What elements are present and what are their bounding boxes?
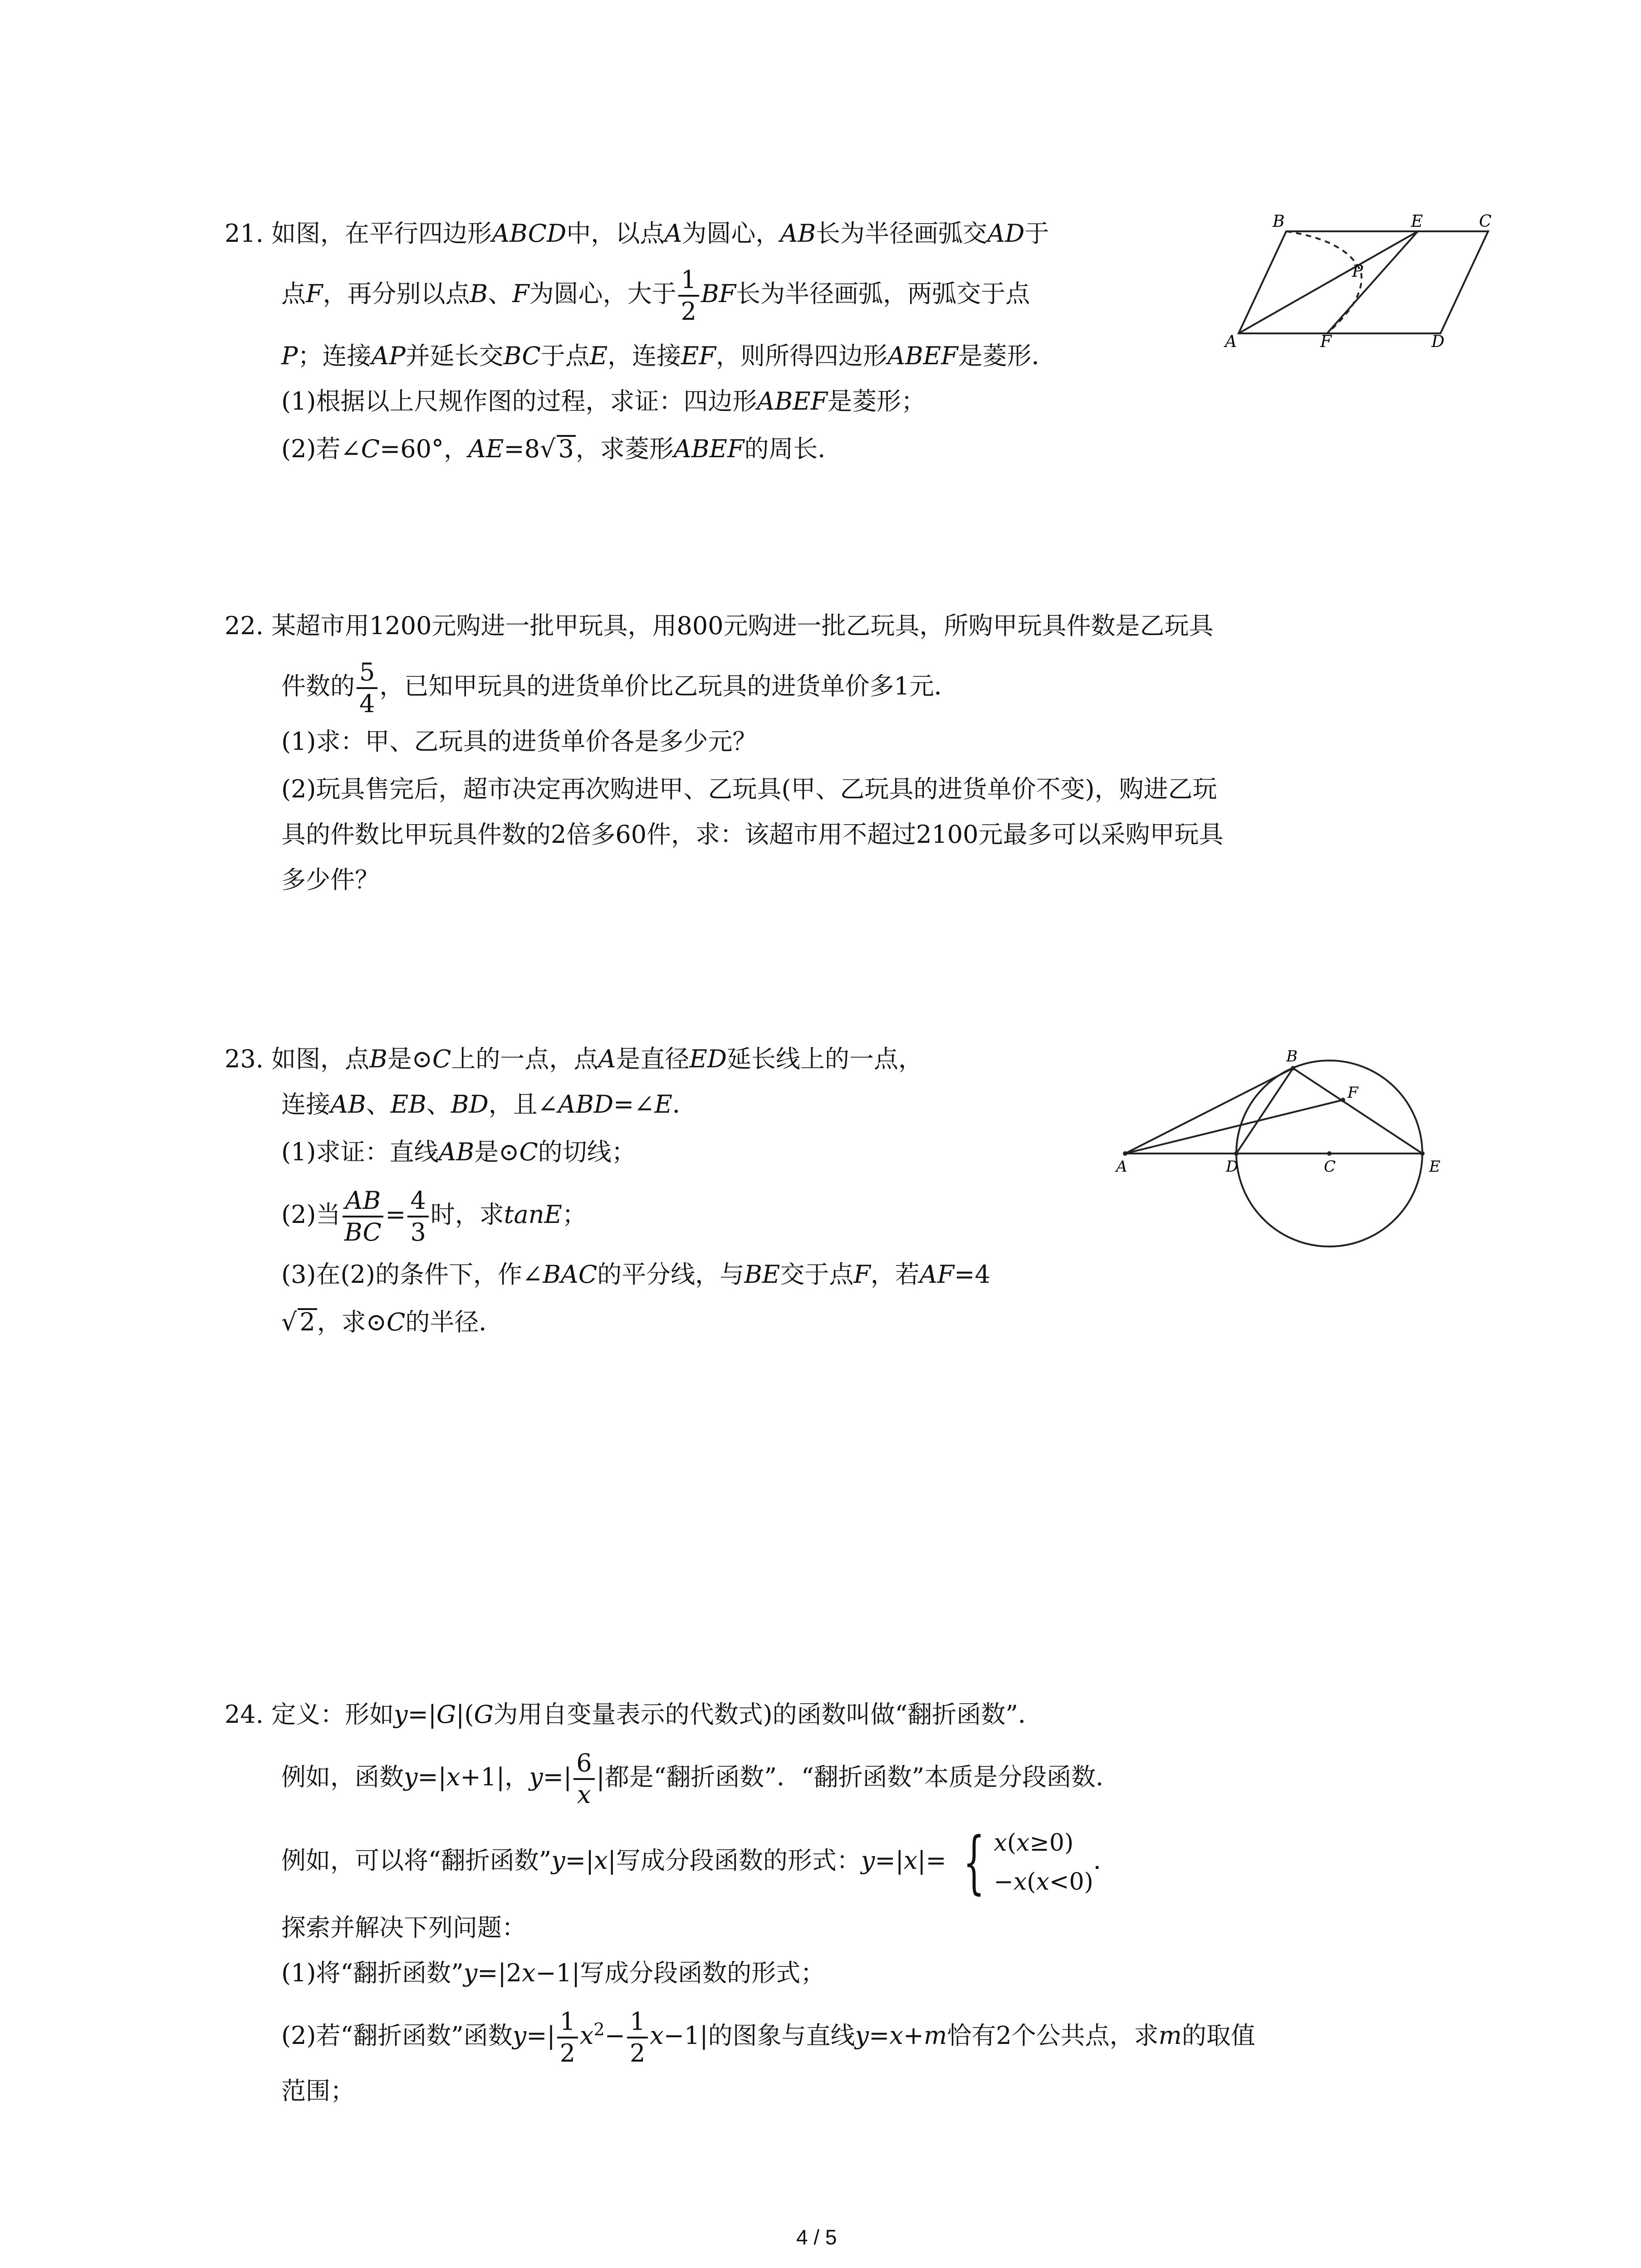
q24-part2: (2)若“翻折函数”函数y=| $\frac{1}{2}$ $x^2-$ $\frac{1}{2}$ x−1|的图象与直线y=x+m恰有2个公共点，求m的取值 [281,2007,1255,2068]
q22-line2: 件数的 $\frac{5}{4}$ ，已知甲玩具的进货单价比乙玩具的进货单价多1元． [281,658,959,718]
sqrt-symbol: √ [540,435,556,463]
sqrt-symbol: √ [281,1308,297,1336]
fraction: $\frac{4}{3}$ [407,1188,428,1245]
q23-line1: 23. 如图，点B是⊙C上的一点，点A是直径ED延长线上的一点， [225,1045,923,1073]
piecewise-cases: x(x≥0) −x(x<0) [994,1829,1093,1896]
label-A: A [1225,332,1237,351]
label-E: E [1429,1158,1440,1176]
q21-part2: (2)若∠C=60°，AE=8√ 3，求菱形ABEF的周长． [281,435,843,463]
label-C: C [1479,212,1492,231]
q24-line1: 24. 定义：形如y=|G|(G为用自变量表示的代数式)的函数叫做“翻折函数”． [225,1700,1043,1729]
q22-part1: (1)求：甲、乙玩具的进货单价各是多少元？ [281,727,757,756]
label-A: A [1116,1158,1127,1176]
q23-circle-figure [1107,1034,1461,1261]
label-D: D [1431,332,1445,351]
q22-part2c: 多少件？ [281,865,379,894]
q22-part2b: 具的件数比甲玩具件数的2倍多60件，求：该超市用不超过2100元最多可以采购甲玩具 [281,820,1224,849]
question-number: 24. [225,1700,264,1729]
q21-part1: (1)根据以上尺规作图的过程，求证：四边形ABEF是菱形； [281,387,926,415]
label-B: B [1286,1047,1298,1066]
q24-part2b: 范围； [281,2077,355,2105]
q23-part3b: √ 2，求⊙C的半径． [281,1308,504,1336]
q24-part1: (1)将“翻折函数”y=|2x−1|写成分段函数的形式； [281,1959,825,1987]
question-number: 23. [225,1045,264,1073]
label-B: B [1273,212,1285,231]
q22-part2a: (2)玩具售完后，超市决定再次购进甲、乙玩具(甲、乙玩具的进货单价不变)，购进乙玩 [281,775,1217,803]
fraction: $\frac{AB}{BC}$ [343,1188,384,1245]
q21-line1: 21. 如图，在平行四边形ABCD中，以点A为圆心，AB长为半径画弧交AD于 [225,219,1049,248]
q23-line2: 连接AB、EB、BD，且∠ABD=∠E． [281,1090,697,1119]
brace: { [963,1823,985,1902]
label-E: E [1411,212,1423,231]
q23-part3: (3)在(2)的条件下，作∠BAC的平分线，与BE交于点F，若AF=4 [281,1260,990,1289]
fraction: $\frac{5}{4}$ [357,660,377,716]
label-F: F [1320,332,1332,351]
q21-line3: P；连接AP并延长交BC于点E，连接EF，则所得四边形ABEF是菱形． [281,342,1056,370]
fraction: $\frac{1}{2}$ [627,2009,648,2066]
q24-line2: 例如，函数y=|x+1|，y=| $\frac{6}{x}$ |都是“翻折函数”．“翻折函数”本质是分段函数． [281,1749,1121,1809]
question-number: 21. [225,219,264,248]
q22-line1: 22. 某超市用1200元购进一批甲玩具，用800元购进一批乙玩具，所购甲玩具件数是乙玩具 [225,611,1214,640]
fraction: $\frac{1}{2}$ [557,2009,578,2066]
label-D: D [1226,1158,1239,1176]
q23-part1: (1)求证：直线AB是⊙C的切线； [281,1138,636,1166]
page-number: 4 / 5 [796,2225,837,2249]
label-F: F [1347,1084,1358,1102]
q23-part2: (2)当 $\frac{AB}{BC}$ = $\frac{4}{3}$ 时，求tanE； [281,1186,587,1246]
fraction: $\frac{1}{2}$ [678,268,699,324]
label-C: C [1324,1158,1336,1176]
q24-line3: 例如，可以将“翻折函数”y=|x|写成分段函数的形式：y=|x|= { x(x≥0) −x(x<0) ． [281,1823,1118,1902]
label-P: P [1352,262,1363,281]
question-number: 22. [225,611,264,640]
q21-line2: 点F，再分别以点B、F为圆心，大于 $\frac{1}{2}$ BF长为半径画弧，两弧交于点 [281,265,1030,326]
fraction: $\frac{6}{x}$ [573,1751,594,1807]
q24-line4: 探索并解决下列问题： [281,1913,526,1942]
q21-parallelogram-figure [1216,209,1497,354]
